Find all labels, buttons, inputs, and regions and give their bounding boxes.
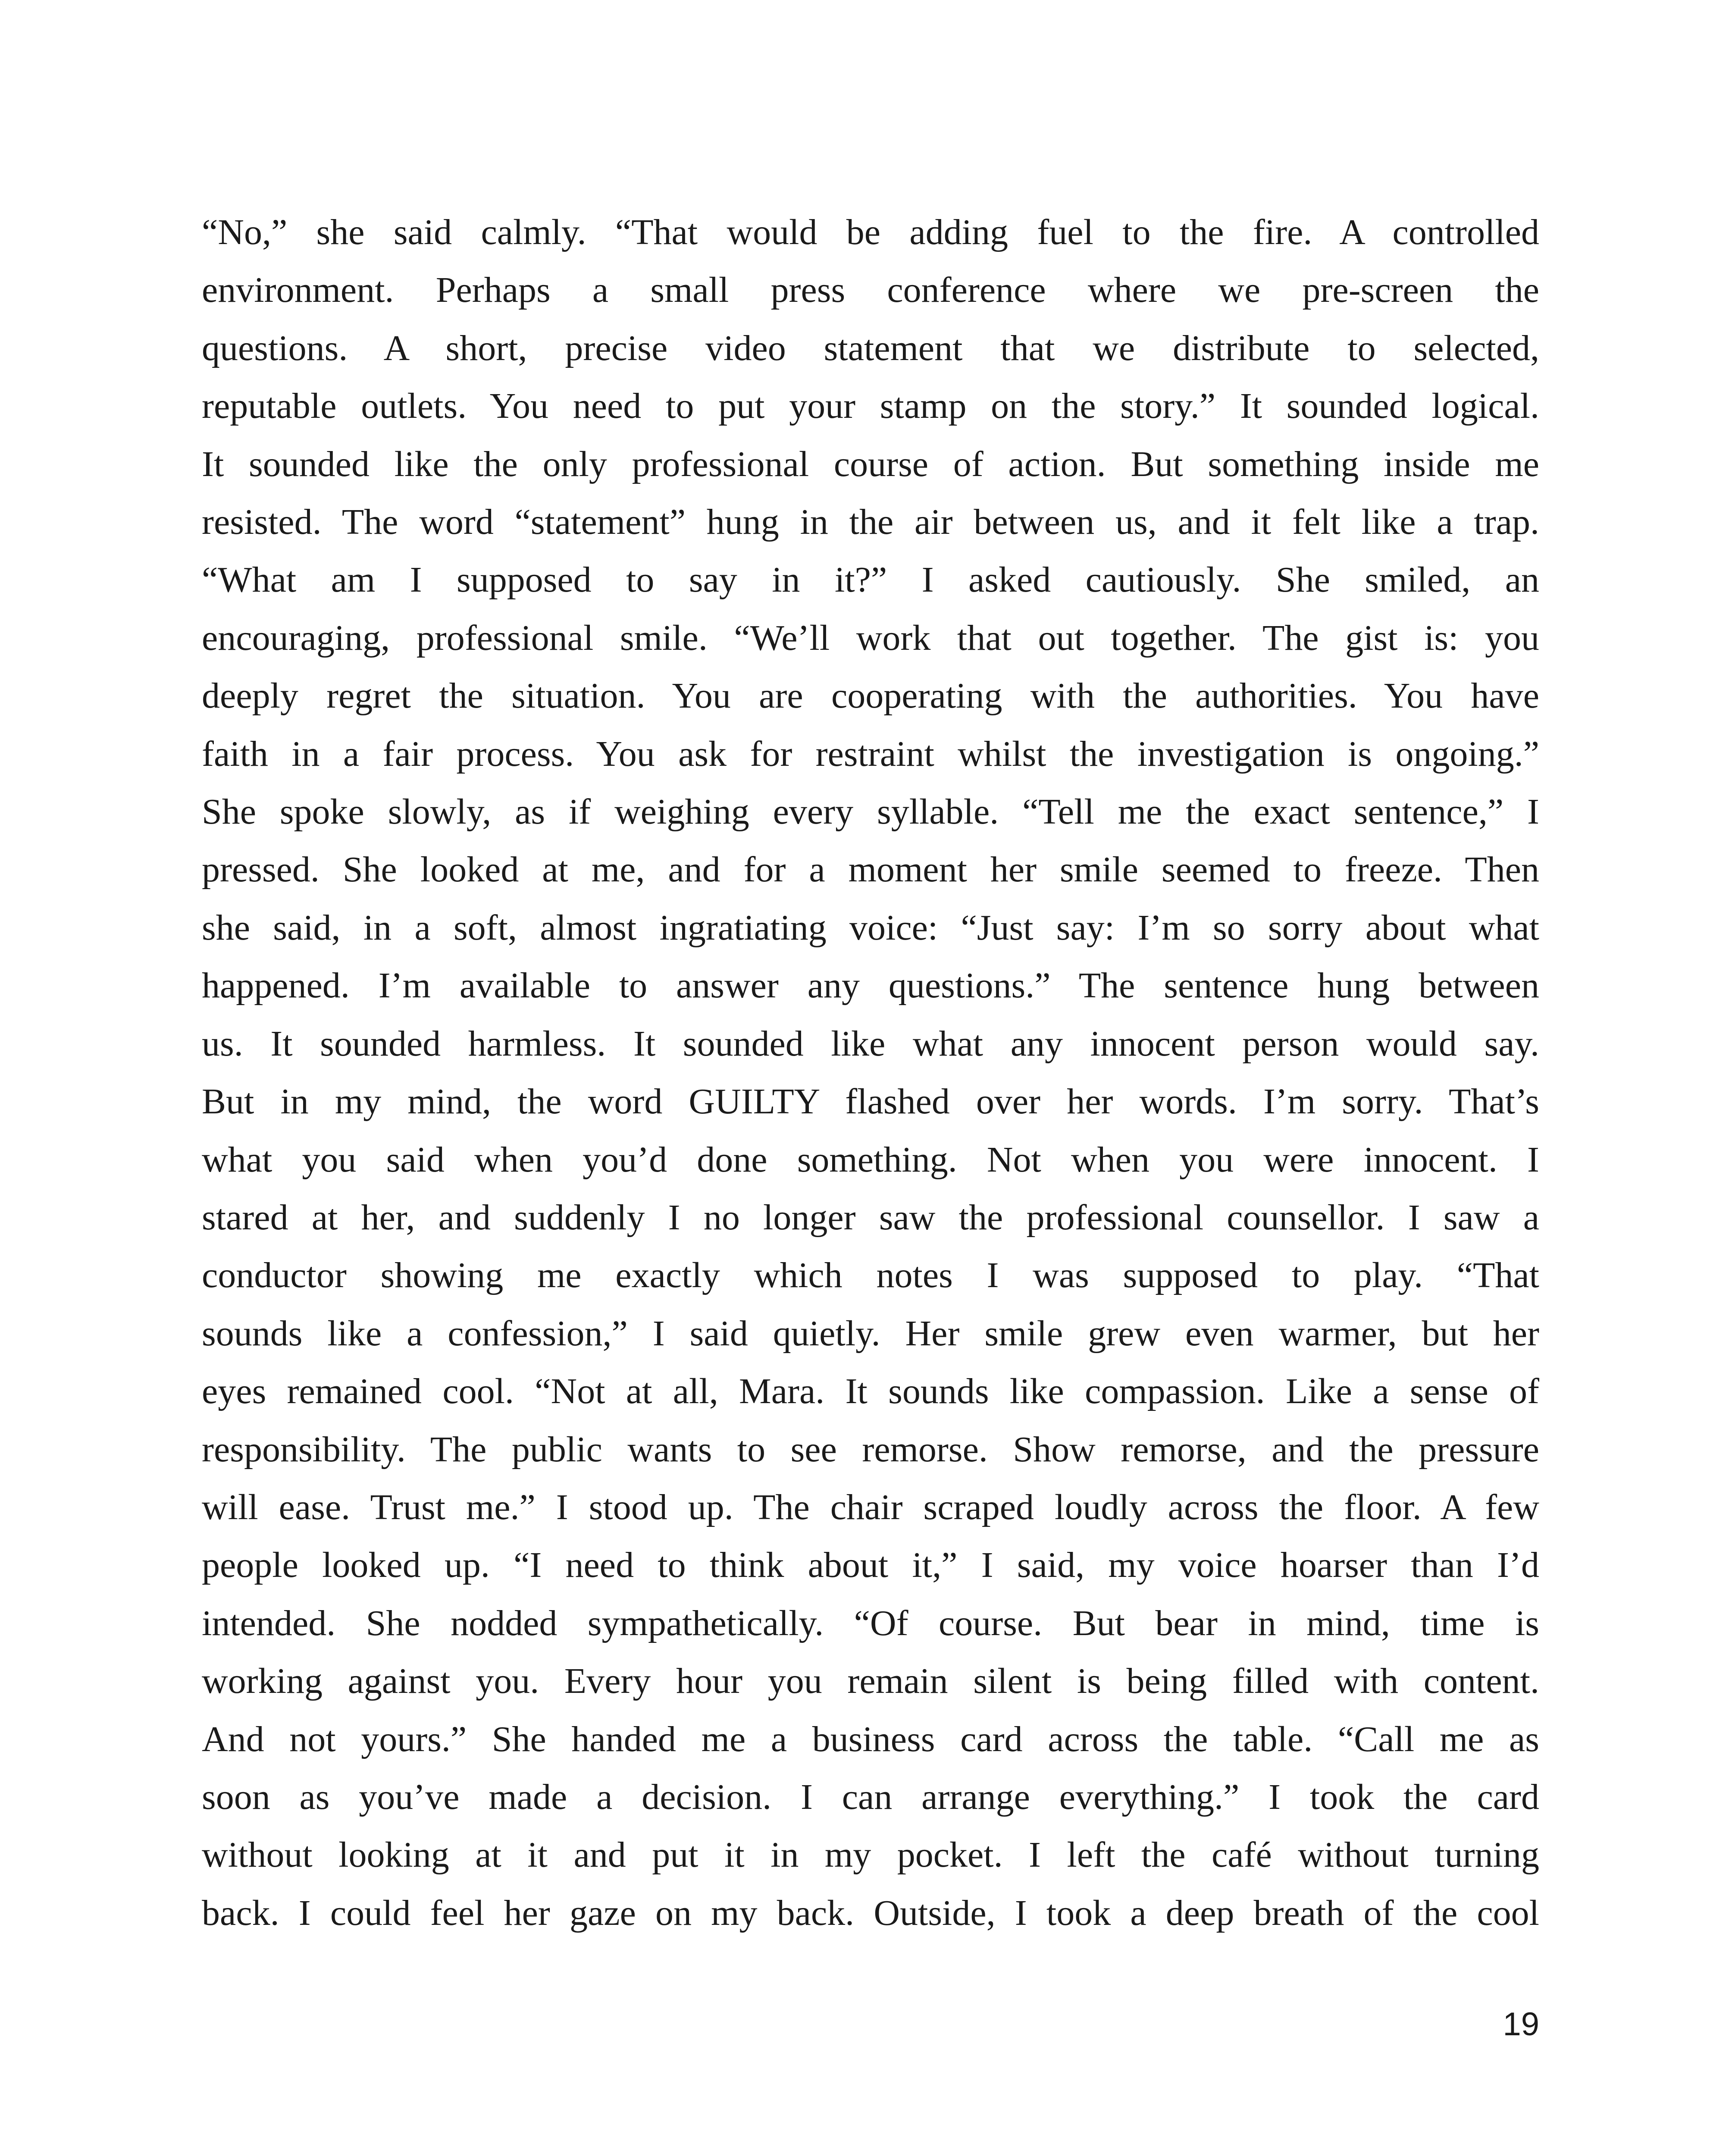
text-line: working against you. Every hour you remain silent is being filled with content. [202,1661,1539,1702]
text-line: reputable outlets. You need to put your stamp on the story.” It sounded logical. [202,386,1539,426]
text-line: And not yours.” She handed me a business card across the table. “Call me as [202,1719,1539,1759]
text-line: intended. She nodded sympathetically. “Of course. But bear in mind, time is [202,1603,1539,1643]
text-line: will ease. Trust me.” I stood up. The chair scraped loudly across the floor. A few [202,1487,1539,1527]
text-line: people looked up. “I need to think about it,” I said, my voice hoarser than I’d [202,1545,1539,1586]
text-line: us. It sounded harmless. It sounded like what any innocent person would say. [202,1023,1539,1064]
text-line: faith in a fair process. You ask for restraint whilst the investigation is ongoing.” [202,733,1539,774]
text-line: questions. A short, precise video statement that we distribute to selected, [202,328,1539,368]
text-line: It sounded like the only professional course of action. But something inside me [202,444,1539,484]
text-line: conductor showing me exactly which notes I was supposed to play. “That [202,1255,1539,1296]
text-line: stared at her, and suddenly I no longer saw the professional counsellor. I saw a [202,1197,1539,1238]
text-line: environment. Perhaps a small press conference where we pre-screen the [202,270,1539,310]
text-line: sounds like a confession,” I said quietly. Her smile grew even warmer, but her [202,1313,1539,1354]
text-line: she said, in a soft, almost ingratiating voice: “Just say: I’m so sorry about what [202,907,1539,948]
text-line: happened. I’m available to answer any questions.” The sentence hung between [202,965,1539,1006]
body-paragraph [202,204,1539,1942]
text-line: “What am I supposed to say in it?” I asked cautiously. She smiled, an [202,560,1539,600]
text-line: pressed. She looked at me, and for a moment her smile seemed to freeze. Then [202,849,1539,890]
text-line: back. I could feel her gaze on my back. Outside, I took a deep breath of the cool [202,1893,1539,1933]
text-line: deeply regret the situation. You are cooperating with the authorities. You have [202,676,1539,716]
text-line: She spoke slowly, as if weighing every syllable. “Tell me the exact sentence,” I [202,792,1539,832]
text-line: encouraging, professional smile. “We’ll work that out together. The gist is: you [202,617,1539,658]
text-line: responsibility. The public wants to see remorse. Show remorse, and the pressure [202,1429,1539,1470]
text-line: “No,” she said calmly. “That would be adding fuel to the fire. A controlled [202,212,1539,252]
text-line: what you said when you’d done something. Not when you were innocent. I [202,1139,1539,1180]
text-line: resisted. The word “statement” hung in the air between us, and it felt like a trap. [202,502,1539,542]
text-line: eyes remained cool. “Not at all, Mara. It sounds like compassion. Like a sense of [202,1371,1539,1412]
text-line: But in my mind, the word GUILTY flashed over her words. I’m sorry. That’s [202,1081,1539,1122]
text-line: soon as you’ve made a decision. I can arrange everything.” I took the card [202,1777,1539,1817]
text-line: without looking at it and put it in my pocket. I left the café without turning [202,1835,1539,1875]
page-number: 19 [1503,2006,1539,2043]
